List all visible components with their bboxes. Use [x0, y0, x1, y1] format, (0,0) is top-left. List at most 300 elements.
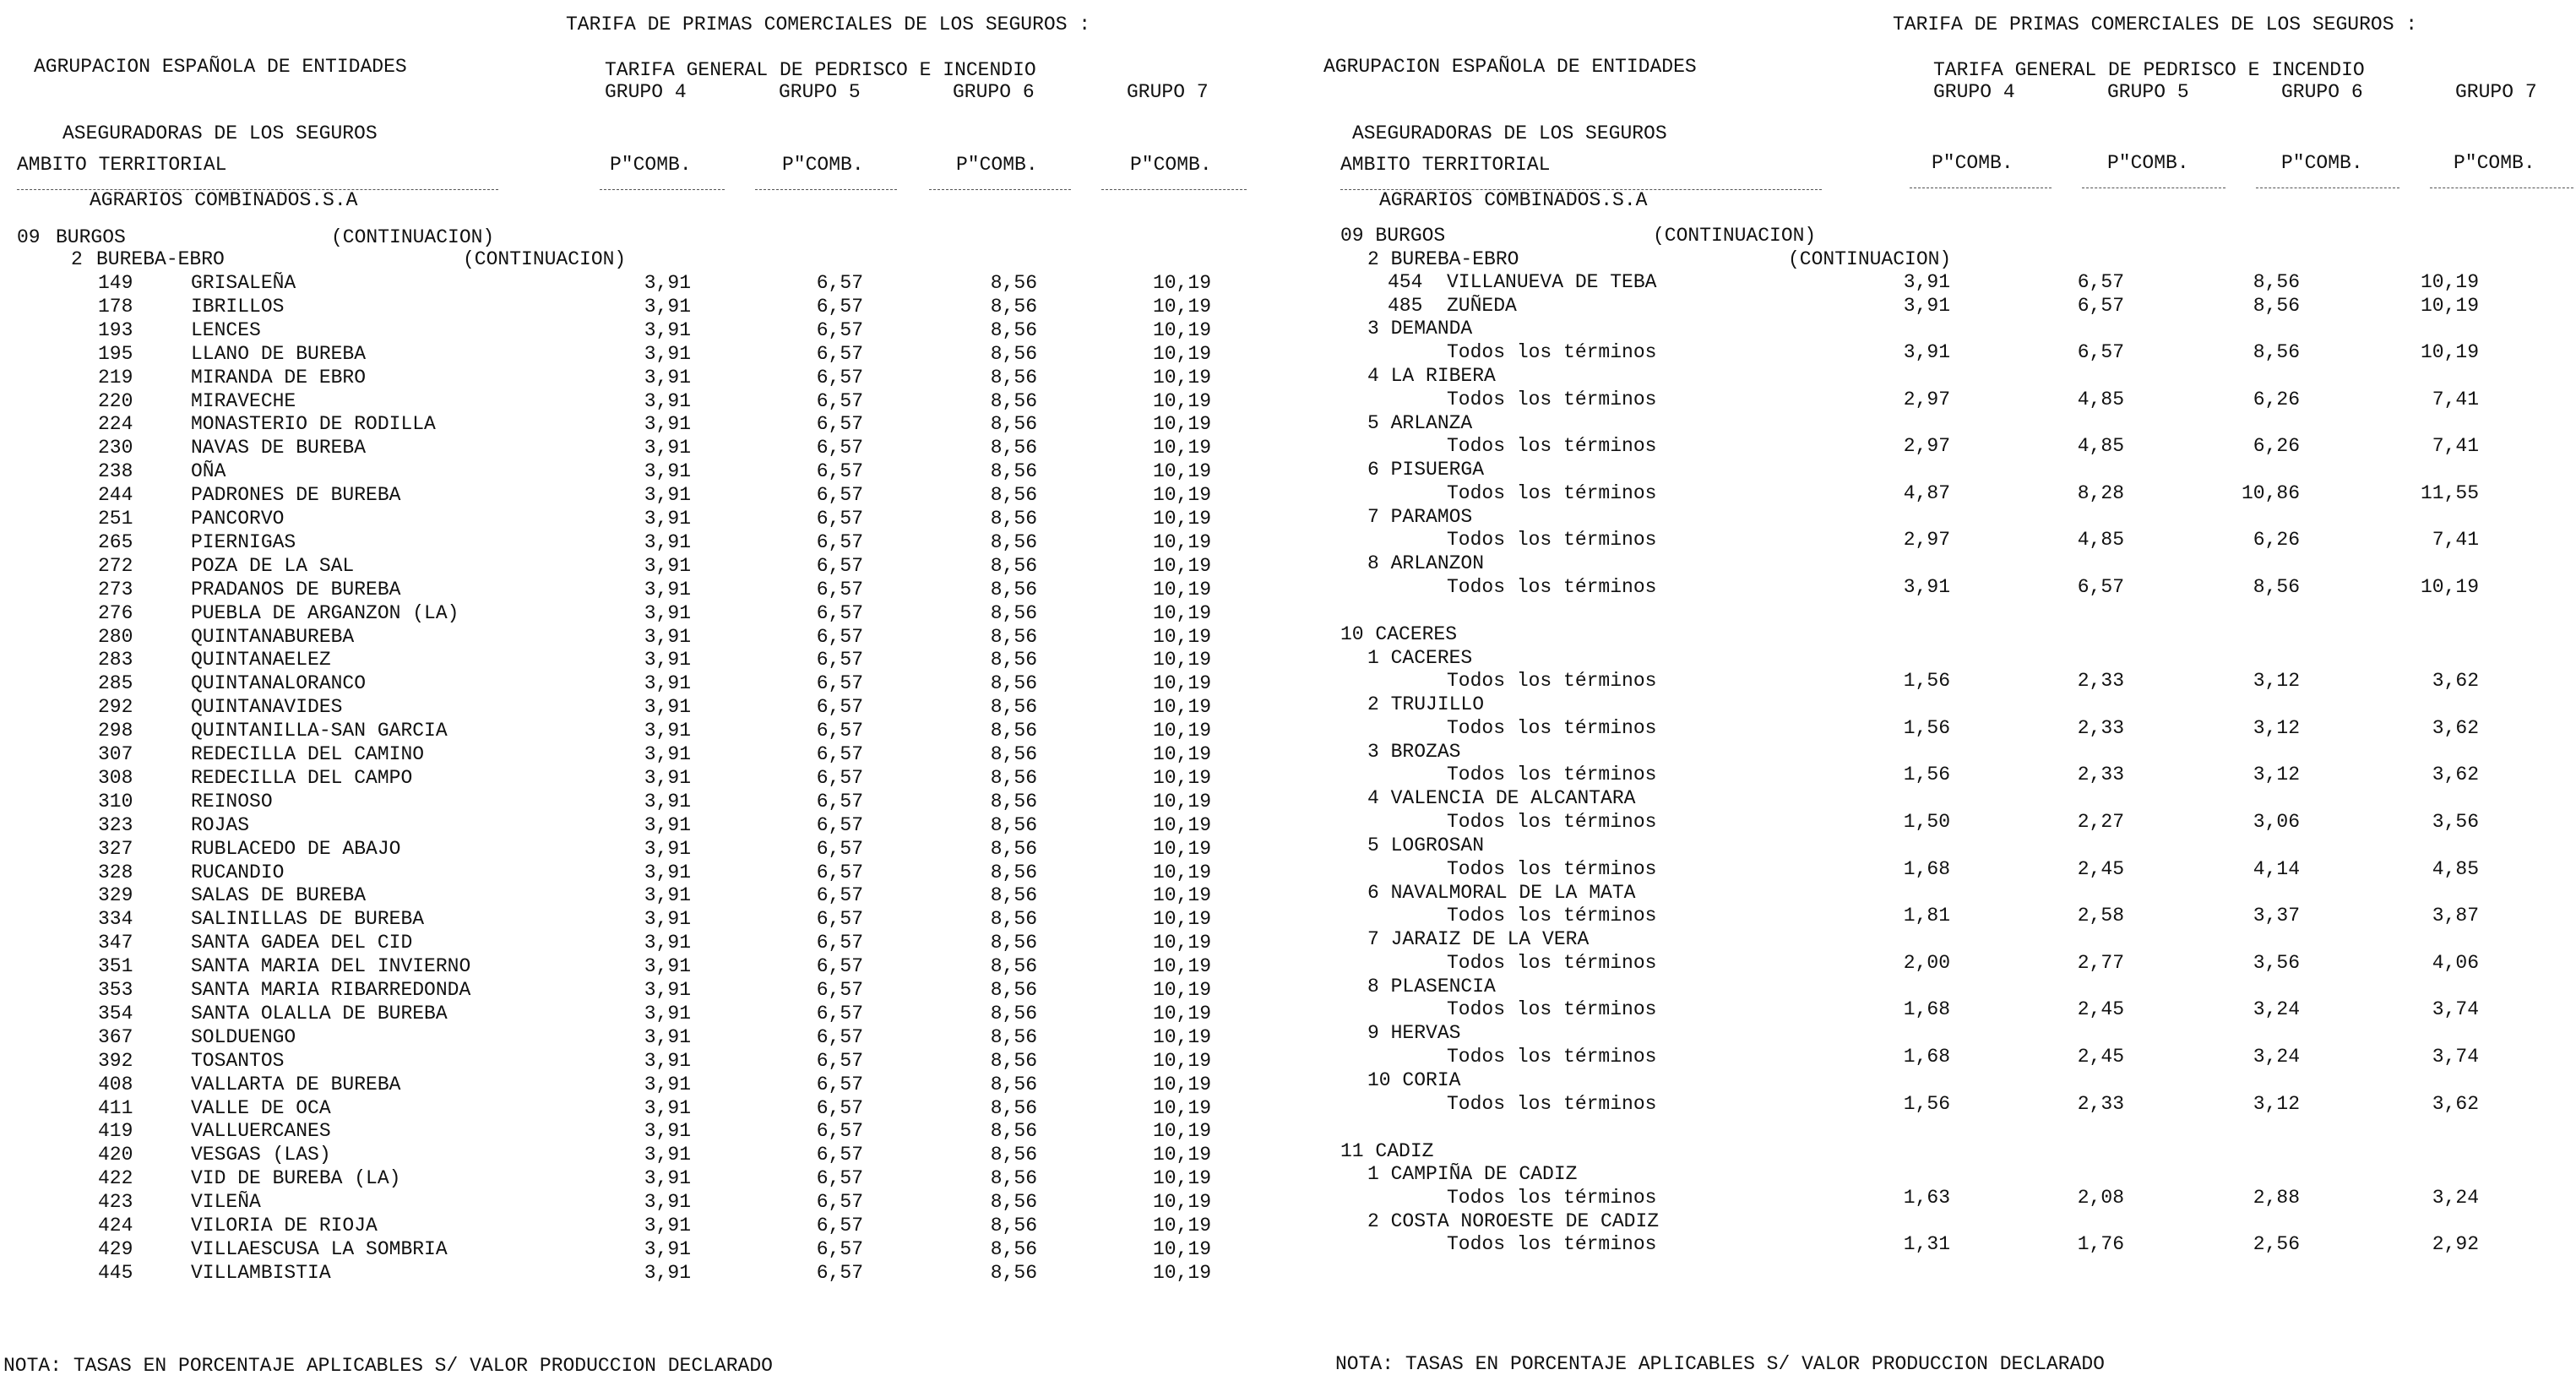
- municipality-name: LLANO DE BUREBA: [191, 342, 367, 365]
- rate-g7: 10,19: [1152, 1025, 1211, 1048]
- table-row: [0, 1238, 1288, 1261]
- table-row: [1288, 389, 2576, 411]
- table-row: [1288, 482, 2576, 505]
- table-row: [1288, 271, 2576, 294]
- rate-g6: 8,56: [990, 318, 1037, 341]
- municipality-code: 424: [98, 1215, 133, 1237]
- todos-label: Todos los términos: [1447, 435, 1657, 458]
- org-header: [34, 12, 407, 256]
- table-row: [0, 1144, 1288, 1166]
- rate-g7: 10,19: [1152, 979, 1211, 1001]
- rate-g5: 6,57: [816, 1215, 863, 1237]
- rate-g6: 8,56: [990, 790, 1037, 813]
- rate-g6: 8,56: [990, 366, 1037, 389]
- rate-g4: 3,91: [644, 908, 691, 931]
- rate-g6: 8,56: [990, 1120, 1037, 1143]
- rate-g6: 10,86: [2241, 481, 2300, 504]
- municipality-name: GRISALEÑA: [191, 272, 296, 294]
- comarca-label: 9 HERVAS: [1367, 1022, 1461, 1045]
- rate-g6: 3,12: [2253, 716, 2300, 739]
- comarca-label: 2 BUREBA-EBRO: [1367, 247, 1519, 270]
- rate-g5: 6,57: [2077, 294, 2124, 317]
- rate-g4: 3,91: [644, 1144, 691, 1166]
- table-row: [0, 767, 1288, 790]
- table-row: [1288, 905, 2576, 927]
- rate-g4: 3,91: [644, 884, 691, 907]
- rate-g6: 8,56: [990, 743, 1037, 765]
- rate-g4: 3,91: [644, 413, 691, 436]
- municipality-code: 224: [98, 413, 133, 436]
- tariff-subtitle: TARIFA GENERAL DE PEDRISCO E INCENDIO: [605, 59, 1036, 81]
- rate-g6: 8,56: [990, 1144, 1037, 1166]
- municipality-code: 178: [98, 295, 133, 318]
- rate-g4: 3,91: [1903, 294, 1950, 317]
- rate-g5: 6,57: [816, 720, 863, 742]
- divider: [1340, 189, 1822, 190]
- municipality-name: MIRANDA DE EBRO: [191, 366, 367, 389]
- table-row: [0, 1191, 1288, 1214]
- rate-g4: 4,87: [1903, 481, 1950, 504]
- rate-g5: 6,57: [816, 530, 863, 553]
- municipality-name: QUINTANILLA-SAN GARCIA: [191, 720, 448, 742]
- municipality-code: 308: [98, 766, 133, 789]
- group-5-header: GRUPO 5: [779, 81, 861, 103]
- col-header-g5: P"COMB.: [782, 154, 864, 176]
- rate-g5: 6,57: [816, 766, 863, 789]
- municipality-name: REDECILLA DEL CAMINO: [191, 743, 425, 765]
- municipality-code: 429: [98, 1237, 133, 1260]
- table-row: [0, 696, 1288, 719]
- rate-g5: 4,85: [2077, 529, 2124, 552]
- rate-g4: 3,91: [644, 766, 691, 789]
- rate-g4: 1,56: [1903, 670, 1950, 693]
- municipality-name: LENCES: [191, 318, 261, 341]
- rate-g5: 2,08: [2077, 1186, 2124, 1209]
- rate-g7: 10,19: [1152, 1215, 1211, 1237]
- rate-g6: 8,56: [990, 413, 1037, 436]
- province-row: [1288, 1140, 2576, 1163]
- municipality-code: 408: [98, 1073, 133, 1095]
- table-row: [1288, 670, 2576, 693]
- rate-g4: 3,91: [644, 601, 691, 624]
- table-row: [0, 1003, 1288, 1025]
- rate-g4: 3,91: [644, 1237, 691, 1260]
- right-page: [1288, 0, 2576, 1397]
- rate-g7: 10,19: [1152, 766, 1211, 789]
- rate-g6: 8,56: [2253, 294, 2300, 317]
- group-5-header: GRUPO 5: [2107, 81, 2189, 103]
- rate-g5: 6,57: [816, 437, 863, 459]
- org-line-3: AGRARIOS COMBINADOS.S.A: [1379, 189, 1648, 211]
- rate-g4: 3,91: [644, 861, 691, 883]
- rate-g5: 6,57: [816, 1096, 863, 1119]
- rate-g4: 1,81: [1903, 905, 1950, 927]
- province-label: 09: [17, 226, 41, 248]
- rate-g5: 6,57: [2077, 271, 2124, 294]
- comarca-label: 5 LOGROSAN: [1367, 834, 1485, 856]
- municipality-name: QUINTANAELEZ: [191, 649, 331, 671]
- rate-g6: 3,24: [2253, 1046, 2300, 1068]
- rate-g4: 3,91: [1903, 271, 1950, 294]
- todos-label: Todos los términos: [1447, 1046, 1657, 1068]
- municipality-name: PRADANOS DE BUREBA: [191, 578, 401, 601]
- table-row: [0, 791, 1288, 813]
- rate-g4: 3,91: [644, 625, 691, 648]
- municipality-code: 149: [98, 272, 133, 294]
- table-row: [1288, 998, 2576, 1021]
- table-row: [0, 979, 1288, 1002]
- municipality-code: 351: [98, 955, 133, 978]
- rate-g7: 3,62: [2432, 1092, 2479, 1115]
- rate-g7: 10,19: [1152, 272, 1211, 294]
- table-row: [0, 1026, 1288, 1049]
- rate-g6: 8,56: [990, 295, 1037, 318]
- municipality-name: VALLE DE OCA: [191, 1096, 331, 1119]
- municipality-code: 353: [98, 979, 133, 1001]
- municipality-name: MIRAVECHE: [191, 389, 296, 412]
- rate-g5: 6,57: [816, 601, 863, 624]
- table-row: [1288, 529, 2576, 552]
- municipality-code: 272: [98, 554, 133, 577]
- comarca-label: 6 PISUERGA: [1367, 459, 1485, 481]
- table-row: [0, 272, 1288, 295]
- rate-g4: 3,91: [644, 437, 691, 459]
- rate-g6: 8,56: [990, 720, 1037, 742]
- rate-g7: 10,19: [1152, 1073, 1211, 1095]
- comarca-label: 1 CACERES: [1367, 646, 1473, 669]
- rate-g4: 3,91: [644, 318, 691, 341]
- rate-g7: 2,92: [2432, 1233, 2479, 1256]
- municipality-name: PIERNIGAS: [191, 530, 296, 553]
- table-row: [1288, 341, 2576, 364]
- todos-label: Todos los términos: [1447, 1233, 1657, 1256]
- rate-g4: 3,91: [644, 672, 691, 695]
- table-row: [0, 814, 1288, 837]
- rate-g6: 8,56: [990, 1096, 1037, 1119]
- rate-g5: 6,57: [816, 484, 863, 507]
- rate-g6: 8,56: [2253, 271, 2300, 294]
- rate-g4: 3,91: [1903, 341, 1950, 363]
- col-header-g6: P"COMB.: [956, 154, 1038, 176]
- municipality-code: 230: [98, 437, 133, 459]
- rate-g5: 6,57: [816, 696, 863, 719]
- municipality-name: RUBLACEDO DE ABAJO: [191, 837, 401, 860]
- todos-label: Todos los términos: [1447, 905, 1657, 927]
- col-header-g7: P"COMB.: [1130, 154, 1212, 176]
- rate-g6: 8,56: [990, 979, 1037, 1001]
- rate-g5: 6,57: [816, 295, 863, 318]
- table-row: [0, 672, 1288, 695]
- table-row: [1288, 435, 2576, 458]
- province-label: 10 CACERES: [1340, 623, 1458, 645]
- municipality-name: NAVAS DE BUREBA: [191, 437, 367, 459]
- table-row: [0, 390, 1288, 413]
- rate-g6: 8,56: [990, 1261, 1037, 1284]
- table-row: [0, 955, 1288, 978]
- municipality-code: 419: [98, 1120, 133, 1143]
- rate-g6: 8,56: [990, 837, 1037, 860]
- rate-g6: 8,56: [990, 342, 1037, 365]
- rate-g4: 1,31: [1903, 1233, 1950, 1256]
- municipality-name: REDECILLA DEL CAMPO: [191, 766, 413, 789]
- rate-g7: 10,19: [1152, 437, 1211, 459]
- table-row: [0, 437, 1288, 459]
- rate-g7: 3,62: [2432, 670, 2479, 693]
- province-cont: (CONTINUACION): [1653, 225, 1817, 247]
- rate-g4: 3,91: [644, 932, 691, 954]
- municipality-code: 347: [98, 932, 133, 954]
- spacer: [1288, 600, 2576, 622]
- rate-g4: 3,91: [644, 366, 691, 389]
- rate-g4: 3,91: [644, 1167, 691, 1190]
- municipality-code: 310: [98, 790, 133, 813]
- table-row: [0, 508, 1288, 530]
- rate-g5: 6,57: [816, 1237, 863, 1260]
- comarca-row: [1288, 928, 2576, 951]
- rate-g7: 10,19: [1152, 884, 1211, 907]
- rate-g7: 10,19: [1152, 649, 1211, 671]
- municipality-name: POZA DE LA SAL: [191, 554, 355, 577]
- todos-label: Todos los términos: [1447, 576, 1657, 598]
- rate-g4: 3,91: [644, 696, 691, 719]
- province-row: [1288, 623, 2576, 646]
- municipality-code: 392: [98, 1049, 133, 1072]
- municipality-code: 265: [98, 530, 133, 553]
- rate-g7: 7,41: [2432, 435, 2479, 458]
- rate-g7: 3,56: [2432, 811, 2479, 833]
- rate-g6: 8,56: [990, 1049, 1037, 1072]
- comarca-cont: (CONTINUACION): [463, 248, 627, 270]
- comarca-label: 6 NAVALMORAL DE LA MATA: [1367, 881, 1636, 904]
- municipality-name: VILLANUEVA DE TEBA: [1447, 271, 1657, 294]
- comarca-row: [1288, 1022, 2576, 1045]
- org-line-1: AGRUPACION ESPAÑOLA DE ENTIDADES: [34, 56, 407, 78]
- municipality-code: 454: [1388, 271, 1423, 294]
- municipality-name: SALINILLAS DE BUREBA: [191, 908, 425, 931]
- rate-g5: 6,57: [816, 1191, 863, 1214]
- rate-g7: 10,19: [2420, 271, 2479, 294]
- org-line-1: AGRUPACION ESPAÑOLA DE ENTIDADES: [1323, 56, 1697, 78]
- org-header: [1323, 12, 1697, 256]
- rate-g6: 3,37: [2253, 905, 2300, 927]
- comarca-name: BUREBA-EBRO: [96, 248, 225, 270]
- table-row: [1288, 952, 2576, 975]
- rate-g7: 3,24: [2432, 1186, 2479, 1209]
- rate-g6: 3,12: [2253, 1092, 2300, 1115]
- todos-label: Todos los términos: [1447, 388, 1657, 410]
- municipality-name: VILORIA DE RIOJA: [191, 1215, 378, 1237]
- rate-g6: 6,26: [2253, 435, 2300, 458]
- rate-g4: 3,91: [644, 484, 691, 507]
- rate-g7: 10,19: [2420, 576, 2479, 598]
- rate-g5: 6,57: [2077, 341, 2124, 363]
- municipality-code: 298: [98, 720, 133, 742]
- comarca-row: [1288, 365, 2576, 388]
- rate-g7: 10,19: [1152, 1049, 1211, 1072]
- comarca-code: 2: [71, 248, 83, 270]
- rate-g7: 10,19: [1152, 1191, 1211, 1214]
- table-row: [1288, 717, 2576, 740]
- municipality-name: OÑA: [191, 460, 226, 483]
- municipality-code: 220: [98, 389, 133, 412]
- col-header-g4: P"COMB.: [610, 154, 692, 176]
- municipality-code: 283: [98, 649, 133, 671]
- rate-g6: 6,26: [2253, 388, 2300, 410]
- rate-g5: 4,85: [2077, 435, 2124, 458]
- municipality-name: VILEÑA: [191, 1191, 261, 1214]
- comarca-label: 2 TRUJILLO: [1367, 693, 1485, 716]
- rate-g6: 8,56: [990, 484, 1037, 507]
- rate-g6: 8,56: [2253, 341, 2300, 363]
- rate-g6: 8,56: [990, 884, 1037, 907]
- table-row: [0, 1120, 1288, 1143]
- table-row: [1288, 764, 2576, 786]
- municipality-code: 422: [98, 1167, 133, 1190]
- table-row: [0, 649, 1288, 671]
- rate-g7: 10,19: [1152, 813, 1211, 836]
- table-row: [0, 1167, 1288, 1190]
- rate-g6: 8,56: [990, 766, 1037, 789]
- rate-g4: 3,91: [644, 955, 691, 978]
- rate-g4: 3,91: [644, 1261, 691, 1284]
- rate-g6: 8,56: [990, 437, 1037, 459]
- rate-g5: 6,57: [816, 389, 863, 412]
- rate-g5: 6,57: [816, 955, 863, 978]
- todos-label: Todos los términos: [1447, 529, 1657, 552]
- table-row: [0, 555, 1288, 578]
- comarca-label: 3 DEMANDA: [1367, 318, 1473, 340]
- province-label: 11 CADIZ: [1340, 1139, 1434, 1162]
- comarca-row: [1288, 506, 2576, 529]
- group-6-header: GRUPO 6: [2281, 81, 2363, 103]
- rate-g4: 3,91: [644, 1215, 691, 1237]
- municipality-name: SANTA MARIA DEL INVIERNO: [191, 955, 471, 978]
- rate-g7: 10,19: [1152, 578, 1211, 601]
- rate-g7: 3,74: [2432, 1046, 2479, 1068]
- rate-g7: 7,41: [2432, 388, 2479, 410]
- rate-g5: 2,33: [2077, 670, 2124, 693]
- todos-label: Todos los términos: [1447, 341, 1657, 363]
- rate-g6: 8,56: [990, 813, 1037, 836]
- rate-g5: 6,57: [2077, 576, 2124, 598]
- rate-g4: 3,91: [644, 790, 691, 813]
- rate-g7: 10,19: [1152, 530, 1211, 553]
- table-row: [0, 296, 1288, 318]
- table-row: [1288, 1187, 2576, 1209]
- municipality-name: VILLAMBISTIA: [191, 1261, 331, 1284]
- comarca-row: [1288, 412, 2576, 435]
- rate-g5: 6,57: [816, 790, 863, 813]
- rate-g5: 6,57: [816, 1073, 863, 1095]
- org-line-3: AGRARIOS COMBINADOS.S.A: [90, 189, 358, 211]
- municipality-name: SANTA OLALLA DE BUREBA: [191, 1002, 448, 1025]
- comarca-row: [1288, 1210, 2576, 1233]
- municipality-name: QUINTANALORANCO: [191, 672, 367, 695]
- table-row: [1288, 1233, 2576, 1256]
- rate-g7: 10,19: [1152, 696, 1211, 719]
- rate-g7: 7,41: [2432, 529, 2479, 552]
- rate-g6: 8,56: [990, 601, 1037, 624]
- comarca-row: [1288, 1069, 2576, 1092]
- rate-g5: 6,57: [816, 932, 863, 954]
- municipality-name: PANCORVO: [191, 508, 285, 530]
- rate-g7: 10,19: [1152, 625, 1211, 648]
- rate-g5: 4,85: [2077, 388, 2124, 410]
- rate-g5: 1,76: [2077, 1233, 2124, 1256]
- rate-g7: 10,19: [1152, 295, 1211, 318]
- rate-g7: 3,62: [2432, 764, 2479, 786]
- rate-g6: 8,56: [990, 272, 1037, 294]
- municipality-code: 307: [98, 743, 133, 765]
- rate-g7: 10,19: [1152, 955, 1211, 978]
- table-row: [0, 319, 1288, 342]
- rate-g7: 10,19: [1152, 508, 1211, 530]
- rate-g5: 6,57: [816, 837, 863, 860]
- footnote: NOTA: TASAS EN PORCENTAJE APLICABLES S/ VALOR PRODUCCION DECLARADO: [1335, 1353, 2105, 1375]
- rate-g6: 8,56: [990, 649, 1037, 671]
- table-row: [0, 484, 1288, 507]
- rate-g5: 2,45: [2077, 998, 2124, 1021]
- rate-g7: 10,19: [1152, 790, 1211, 813]
- municipality-code: 420: [98, 1144, 133, 1166]
- rate-g4: 3,91: [644, 1025, 691, 1048]
- rate-g5: 6,57: [816, 1144, 863, 1166]
- municipality-name: VID DE BUREBA (LA): [191, 1167, 401, 1190]
- rate-g5: 2,33: [2077, 764, 2124, 786]
- todos-label: Todos los términos: [1447, 716, 1657, 739]
- rate-g4: 3,91: [644, 649, 691, 671]
- rate-g5: 6,57: [816, 1025, 863, 1048]
- rate-g4: 2,97: [1903, 435, 1950, 458]
- comarca-label: 4 VALENCIA DE ALCANTARA: [1367, 787, 1636, 810]
- rate-g4: 3,91: [1903, 576, 1950, 598]
- rate-g5: 6,57: [816, 1261, 863, 1284]
- municipality-name: REINOSO: [191, 790, 273, 813]
- rate-g5: 2,77: [2077, 951, 2124, 974]
- table-row: [0, 367, 1288, 389]
- rate-g4: 3,91: [644, 1073, 691, 1095]
- org-line-2: ASEGURADORAS DE LOS SEGUROS: [1352, 122, 1667, 144]
- rate-g5: 6,57: [816, 413, 863, 436]
- municipality-code: 445: [98, 1261, 133, 1284]
- rate-g6: 8,56: [2253, 576, 2300, 598]
- todos-label: Todos los términos: [1447, 857, 1657, 880]
- todos-label: Todos los términos: [1447, 764, 1657, 786]
- rate-g5: 6,57: [816, 884, 863, 907]
- rate-g7: 10,19: [1152, 1261, 1211, 1284]
- rate-g6: 2,88: [2253, 1186, 2300, 1209]
- rate-g5: 6,57: [816, 272, 863, 294]
- table-row: [1288, 858, 2576, 881]
- comarca-row: [1288, 647, 2576, 670]
- divider: [17, 189, 498, 190]
- province-label: 09 BURGOS: [1340, 225, 1446, 247]
- table-row: [1288, 811, 2576, 834]
- rate-g5: 6,57: [816, 508, 863, 530]
- municipality-name: SANTA GADEA DEL CID: [191, 932, 413, 954]
- municipality-code: 285: [98, 672, 133, 695]
- table-row: [1288, 1093, 2576, 1116]
- rate-g6: 3,12: [2253, 670, 2300, 693]
- comarca-row: [1288, 459, 2576, 481]
- rate-g4: 1,50: [1903, 811, 1950, 833]
- table-row: [0, 1215, 1288, 1237]
- rate-g5: 2,33: [2077, 716, 2124, 739]
- table-row: [0, 743, 1288, 766]
- rate-g5: 6,57: [816, 813, 863, 836]
- rate-g7: 10,19: [1152, 932, 1211, 954]
- rate-g5: 6,57: [816, 672, 863, 695]
